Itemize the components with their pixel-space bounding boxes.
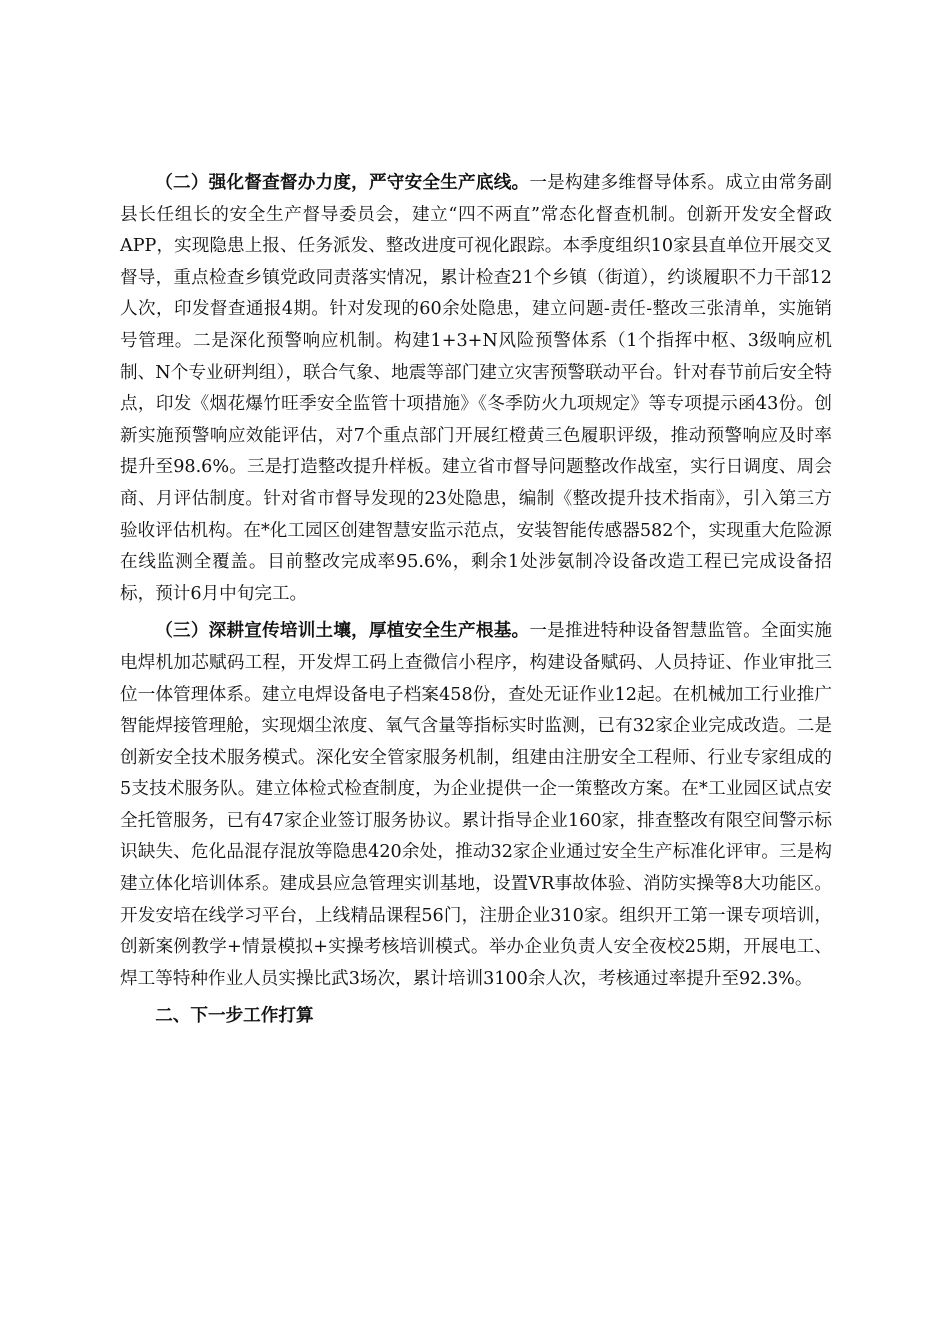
paragraph-supervision (120, 168, 832, 610)
document-body (120, 168, 832, 1033)
paragraph-lead: （三）深耕宣传培训土壤，厚植安全生产根基。 (155, 621, 530, 642)
paragraph-text: 一是构建多维督导体系。成立由常务副县长任组长的安全生产督导委员会，建立“四不两直”常态化督查机制。创新开发安全督政APP，实现隐患上报、任务派发、整改进度可视化跟踪。本季度组织10家县直单位开展交叉督导，重点检查乡镇党政同责落实情况，累计检查21个乡镇（街道），约谈履职不力干部12人次，印发督查通报4期。针对发现的60余处隐患，建立问题-责任-整改三张清单，实施销号管理。二是深化预警响应机制。构建1+3+N风险预警体系（1个指挥中枢、3级响应机制、N个专业研判组），联合气象、地震等部门建立灾害预警联动平台。针对春节前后安全特点，印发《烟花爆竹旺季安全监管十项措施》《冬季防火九项规定》等专项提示函43份。创新实施预警响应效能评估，对7个重点部门开展红橙黄三色履职评级，推动预警响应及时率提升至98.6%。三是打造整改提升样板。建立省市督导问题整改作战室，实行日调度、周会商、月评估制度。针对省市督导发现的23处隐患，编制《整改提升技术指南》，引入第三方验收评估机构。在*化工园区创建智慧安监示范点，安装智能传感器582个，实现重大危险源在线监测全覆盖。目前整改完成率95.6%，剩余1处涉氨制冷设备改造工程已完成设备招标，预计6月中旬完工。 (120, 173, 832, 604)
paragraph-text: 一是推进特种设备智慧监管。全面实施电焊机加芯赋码工程，开发焊工码上查微信小程序，构建设备赋码、人员持证、作业审批三位一体管理体系。建立电焊设备电子档案458份，查处无证作业12起。在机械加工行业推广智能焊接管理舱，实现烟尘浓度、氧气含量等指标实时监测，已有32家企业完成改造。二是创新安全技术服务模式。深化安全管家服务机制，组建由注册安全工程师、行业专家组成的5支技术服务队。建立体检式检查制度，为企业提供一企一策整改方案。在*工业园区试点安全托管服务，已有47家企业签订服务协议。累计指导企业160家，排查整改有限空间警示标识缺失、危化品混存混放等隐患420余处，推动32家企业通过安全生产标准化评审。三是构建立体化培训体系。建成县应急管理实训基地，设置VR事故体验、消防实操等8大功能区。开发安培在线学习平台，上线精品课程56门，注册企业310家。组织开工第一课专项培训，创新案例教学+情景模拟+实操考核培训模式。举办企业负责人安全夜校25期，开展电工、焊工等特种作业人员实操比武3场次，累计培训3100余人次，考核通过率提升至92.3%。 (120, 621, 832, 989)
paragraph-lead: （二）强化督查督办力度，严守安全生产底线。 (155, 173, 530, 193)
paragraph-training (120, 616, 832, 995)
section-heading: 二、下一步工作打算 (155, 1006, 314, 1027)
